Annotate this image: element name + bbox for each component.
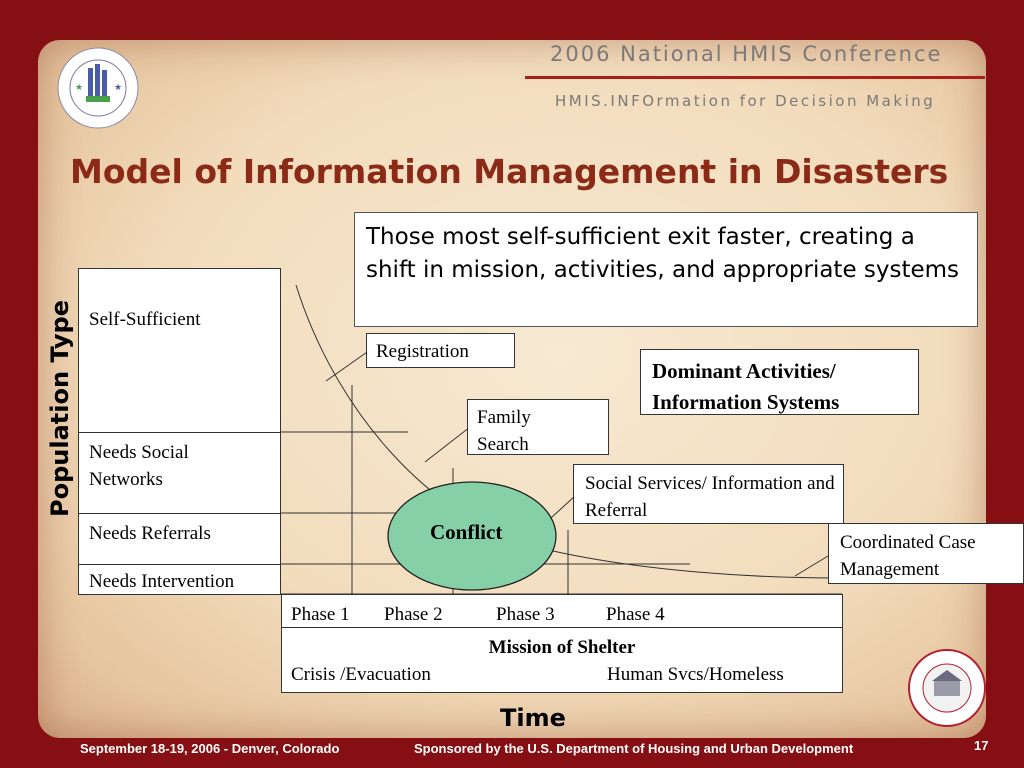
conflict-label: Conflict (430, 520, 503, 544)
x-axis-label: Time (500, 704, 566, 732)
svg-text:★: ★ (75, 83, 84, 93)
family-search-box (467, 399, 609, 455)
social-services-box (573, 464, 844, 524)
phase-label: Phase 2 (384, 604, 443, 625)
case-management-box (828, 523, 1024, 584)
activity-label: Coordinated Case Management (840, 532, 976, 580)
mission-end: Human Svcs/Homeless (607, 664, 784, 685)
activity-label: Social Services/ Information and Referral (585, 473, 835, 521)
mission-start: Crisis /Evacuation (291, 664, 431, 685)
slide-title: Model of Information Management in Disasters (70, 152, 949, 191)
phase-label: Phase 4 (606, 604, 665, 625)
footer-sponsor: Sponsored by the U.S. Department of Housing and Urban Development (414, 741, 854, 756)
legend-label: Dominant Activities/ Information Systems (652, 359, 840, 414)
population-label: Self-Sufficient (89, 309, 201, 330)
phase-label: Phase 1 (291, 604, 350, 625)
callout-text: Those most self-sufficient exit faster, creating a shift in mission, activities, and appropriate systems (366, 224, 960, 283)
registration-box (366, 333, 515, 368)
phase-label: Phase 3 (496, 604, 555, 625)
connector-line (425, 427, 470, 462)
conference-name: 2006 National HMIS Conference (550, 42, 943, 66)
page-number: 17 (974, 738, 989, 753)
phases-box (281, 594, 843, 693)
connector-line (326, 350, 370, 381)
activity-label: Registration (376, 341, 469, 362)
population-label: Needs Referrals (89, 523, 211, 544)
phase-mission-divider (282, 627, 842, 628)
conference-subtitle: HMIS.INFOrmation for Decision Making (555, 92, 936, 110)
connector-line (795, 556, 828, 576)
mission-title: Mission of Shelter (488, 637, 636, 658)
activity-label: Family Search (477, 407, 531, 455)
population-label: Needs Intervention (89, 571, 235, 592)
y-axis-label: Population Type (46, 299, 74, 517)
svg-text:★: ★ (114, 83, 123, 93)
dominant-activities-box (640, 349, 919, 415)
population-label: Needs Social Networks (89, 442, 189, 490)
footer-event: September 18-19, 2006 - Denver, Colorado (80, 741, 340, 756)
